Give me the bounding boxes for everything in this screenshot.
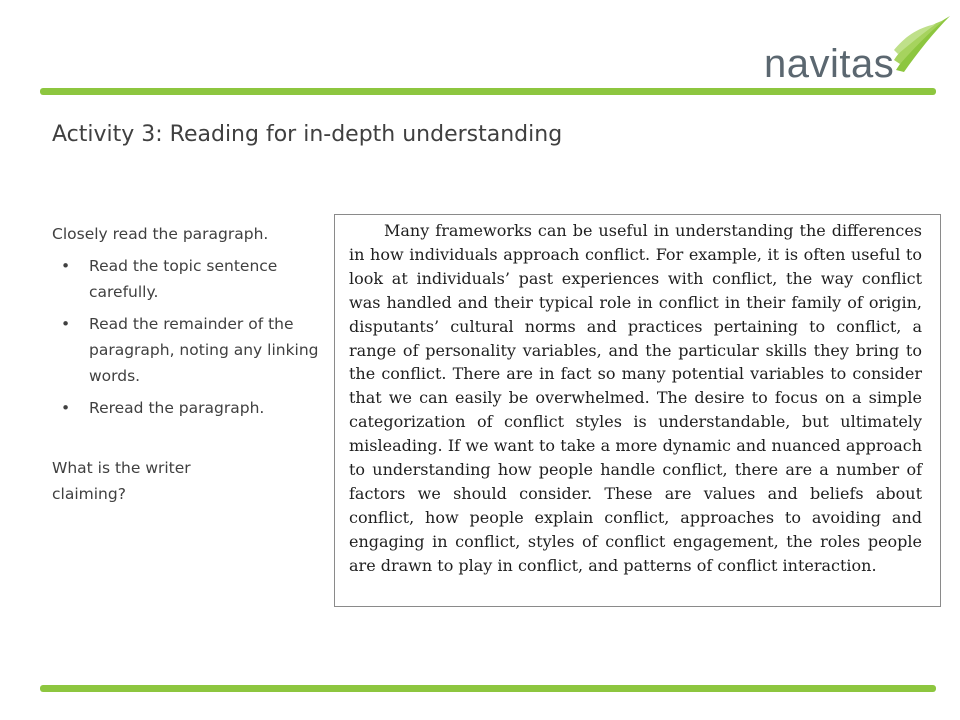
bullet-text: Reread the paragraph. — [89, 399, 265, 417]
bullet-marker: • — [61, 399, 71, 417]
instructions-panel — [52, 221, 330, 523]
bullet-marker: • — [61, 257, 71, 275]
bottom-accent-rule — [40, 685, 936, 692]
instruction-bullets — [52, 253, 330, 421]
excerpt-paragraph: Many frameworks can be useful in understanding the differences in how individuals approach conflict. For example, it is often useful to look at individuals’ past experiences with conflict, the way conflict was handled and their typical role in conflict in their family of origin, disputants’ cultural norms and practices pertaining to conflict, a range of personality variables, and the particular skills they bring to the conflict. There are in fact so many potential variables to consider that we can easily be overwhelmed. The desire to focus on a simple categorization of conflict styles is understandable, but ultimately misleading. If we want to take a more dynamic and nuanced approach to understanding how people handle conflict, there are a number of factors we should consider. These are values and beliefs about conflict, how people explain conflict, approaches to avoiding and engaging in conflict, styles of conflict engagement, the roles people are drawn to play in conflict, and patterns of conflict interaction. — [349, 221, 922, 575]
logo-wordmark: navitas — [764, 42, 895, 86]
bullet-item — [52, 311, 330, 389]
top-accent-rule — [40, 88, 936, 95]
bullet-text: Read the topic sentence carefully. — [89, 257, 278, 301]
navitas-logo — [764, 12, 954, 86]
bullet-item — [52, 395, 330, 421]
question-prompt: What is the writer claiming? — [52, 459, 191, 503]
instruction-text: Closely read the paragraph. — [52, 225, 269, 243]
bullet-item — [52, 253, 330, 305]
bullet-marker: • — [61, 315, 71, 333]
green-swoosh-icon — [892, 12, 952, 74]
bullet-text: Read the remainder of the paragraph, noting any linking words. — [89, 315, 319, 385]
excerpt-box — [334, 214, 941, 607]
slide-title: Activity 3: Reading for in-depth understanding — [52, 122, 563, 147]
